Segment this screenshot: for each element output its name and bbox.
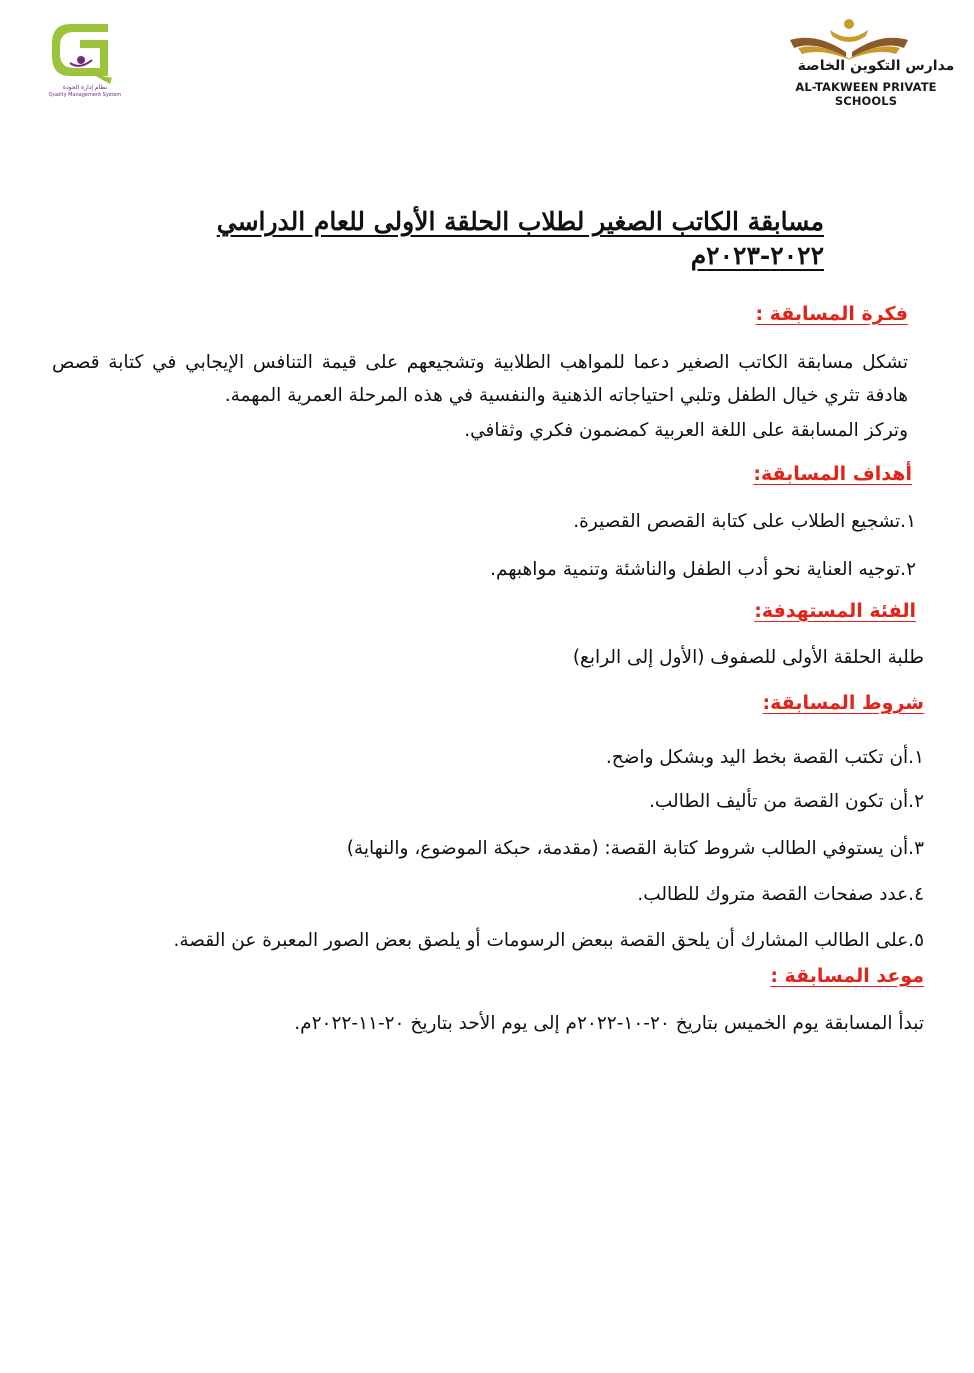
school-name-ar: مدارس التكوين الخاصة xyxy=(797,58,955,74)
idea-paragraph: تشكل مسابقة الكاتب الصغير دعما للمواهب الطلابية وتشجيعهم على قيمة التنافس الإيجابي في كتابة قصص هادفة تثري خيال الطفل وتلبي احتياجاته الذهنية والنفسية في هذه المرحلة العمرية المهمة. xyxy=(52,352,908,406)
page-title: مسابقة الكاتب الصغير لطلاب الحلقة الأولى للعام الدراسي ٢٠٢٢-٢٠٢٣م xyxy=(216,207,824,270)
section-heading-goals: أهداف المسابقة: xyxy=(753,463,912,485)
quality-management-logo xyxy=(30,16,140,106)
section-heading-idea: فكرة المسابقة : xyxy=(755,303,908,325)
condition-item-5: ٥.على الطالب المشارك أن يلحق القصة ببعض الرسومات أو يلصق بعض الصور المعبرة عن القصة. xyxy=(173,930,924,951)
condition-item-3: ٣.أن يستوفي الطالب شروط كتابة القصة: (مقدمة، حبكة الموضوع، والنهاية) xyxy=(346,838,924,859)
date-text: تبدأ المسابقة يوم الخميس بتاريخ ٢٠-١٠-٢٠٢٢م إلى يوم الأحد بتاريخ ٢٠-١١-٢٠٢٢م. xyxy=(294,1013,924,1034)
target-text: طلبة الحلقة الأولى للصفوف (الأول إلى الرابع) xyxy=(572,647,924,668)
school-name-en: AL-TAKWEEN PRIVATE SCHOOLS xyxy=(795,80,937,108)
quality-caption-en: Quality Management System xyxy=(48,92,122,98)
goal-item-2: ٢.توجيه العناية نحو أدب الطفل والناشئة وتنمية مواهبهم. xyxy=(490,559,916,580)
school-logo xyxy=(776,14,956,108)
quality-q-logo-icon xyxy=(30,16,140,86)
quality-caption-ar: نظام إدارة الجودة xyxy=(62,84,108,91)
section-heading-target: الفئة المستهدفة: xyxy=(754,600,916,622)
idea-paragraph-2: وتركز المسابقة على اللغة العربية كمضمون فكري وثقافي. xyxy=(464,420,908,441)
condition-item-1: ١.أن تكتب القصة بخط اليد وبشكل واضح. xyxy=(605,747,924,768)
goal-item-1: ١.تشجيع الطلاب على كتابة القصص القصيرة. xyxy=(573,511,916,532)
section-heading-conditions: شروط المسابقة: xyxy=(762,692,924,714)
condition-item-4: ٤.عدد صفحات القصة متروك للطالب. xyxy=(637,884,924,905)
condition-item-2: ٢.أن تكون القصة من تأليف الطالب. xyxy=(649,791,924,812)
section-heading-date: موعد المسابقة : xyxy=(770,965,924,987)
